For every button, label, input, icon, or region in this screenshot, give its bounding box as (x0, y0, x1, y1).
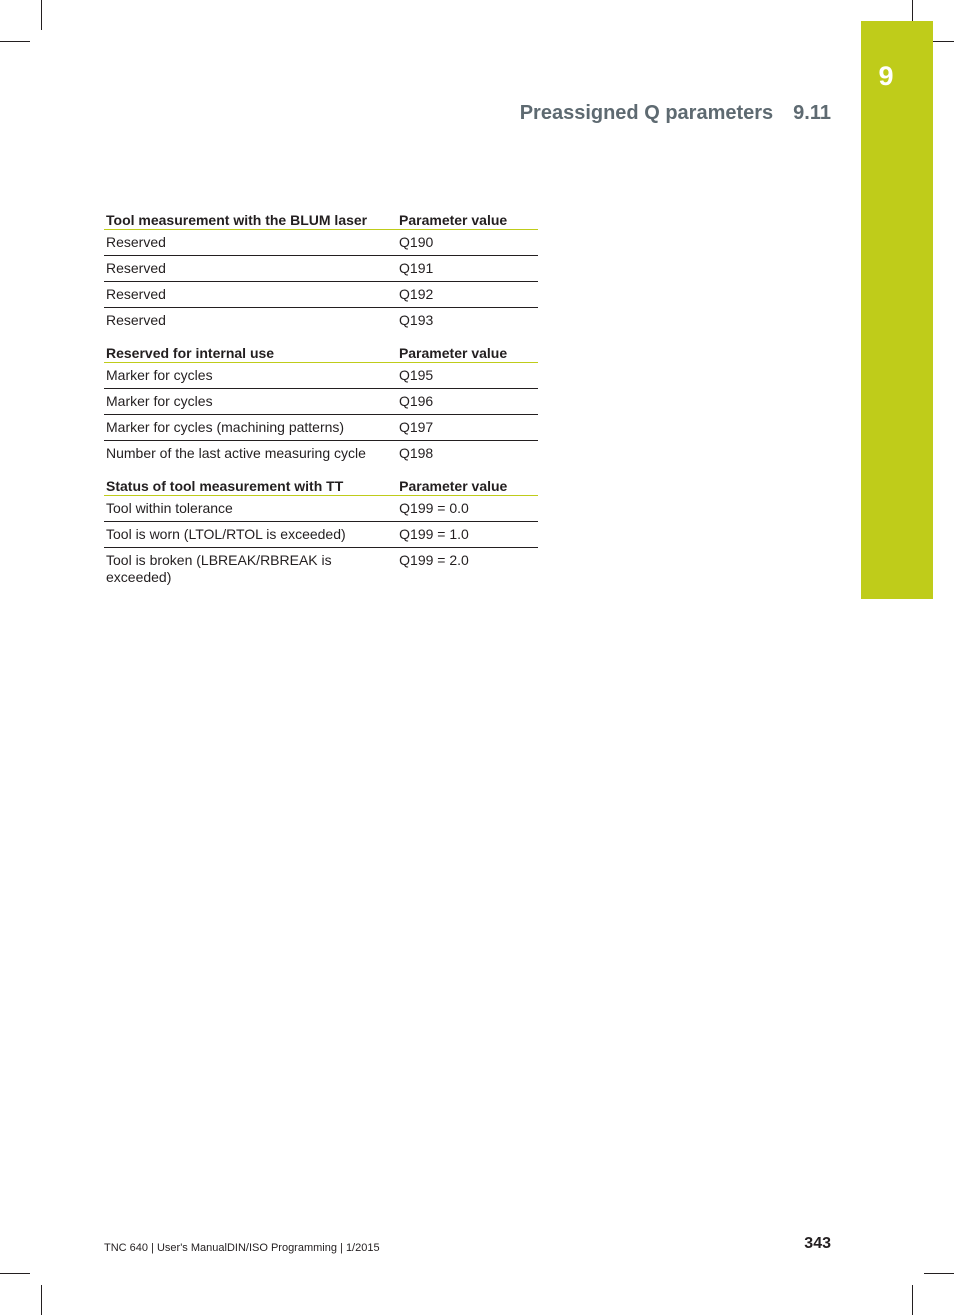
section-title: Preassigned Q parameters (519, 102, 774, 124)
chapter-number: 9 (878, 61, 894, 91)
column-header: Status of tool measurement with TT (106, 478, 344, 494)
table-row (104, 230, 538, 256)
page-number: 343 (804, 1235, 831, 1252)
table-header-row (104, 474, 538, 496)
running-head (520, 102, 831, 125)
table-cell: Q199 = 2.0 (399, 552, 469, 568)
table-row (104, 415, 538, 441)
column-header: Tool measurement with the BLUM laser (106, 212, 368, 228)
table-cell: Q199 = 1.0 (399, 526, 469, 542)
table-cell: Marker for cycles (machining patterns) (106, 419, 345, 435)
parameter-table-tt-status (104, 474, 538, 590)
table-cell: Marker for cycles (106, 367, 213, 383)
table-header-row (104, 341, 538, 363)
table-row (104, 308, 538, 334)
table-cell: Q196 (398, 393, 434, 409)
table-row (104, 441, 538, 467)
table-cell: Q195 (398, 367, 434, 383)
parameter-tables (104, 208, 538, 590)
table-cell: Tool is worn (LTOL/RTOL is exceeded) (106, 526, 346, 542)
section-number: 9.11 (793, 102, 831, 124)
table-cell: Marker for cycles (106, 393, 213, 409)
column-header: Reserved for internal use (106, 345, 275, 361)
table-cell: Tool is broken (LBREAK/RBREAK is exceeded) (106, 552, 332, 585)
crop-mark (924, 1273, 954, 1274)
parameter-table-internal-use (104, 341, 538, 466)
table-row (104, 522, 538, 548)
table-cell: Q192 (399, 286, 434, 302)
crop-mark (41, 1285, 42, 1315)
crop-mark (912, 1285, 913, 1315)
crop-mark (41, 0, 42, 30)
table-cell: Tool within tolerance (106, 500, 233, 516)
table-row (104, 496, 538, 522)
table-row (104, 256, 538, 282)
table-cell: Q191 (399, 260, 434, 276)
table-cell: Q197 (398, 419, 434, 435)
column-header: Parameter value (399, 212, 508, 228)
table-row (104, 548, 538, 591)
table-cell: Reserved (106, 286, 166, 302)
column-header: Parameter value (398, 345, 508, 361)
table-cell: Reserved (106, 312, 166, 328)
table-cell: Reserved (106, 260, 166, 276)
crop-mark (0, 1273, 30, 1274)
chapter-tab (861, 21, 933, 599)
crop-mark (0, 41, 30, 42)
table-row (104, 389, 538, 415)
table-cell: Reserved (106, 234, 166, 250)
table-row (104, 282, 538, 308)
table-cell: Q190 (399, 234, 434, 250)
table-header-row (104, 208, 538, 230)
footer-text: TNC 640 | User's ManualDIN/ISO Programming | 1/2015 (104, 1242, 380, 1254)
table-row (104, 363, 538, 389)
table-cell: Q193 (399, 312, 434, 328)
table-cell: Q198 (398, 445, 434, 461)
table-cell: Q199 = 0.0 (399, 500, 469, 516)
column-header: Parameter value (399, 478, 508, 494)
table-cell: Number of the last active measuring cycle (106, 445, 366, 461)
parameter-table-blum-laser (104, 208, 538, 333)
